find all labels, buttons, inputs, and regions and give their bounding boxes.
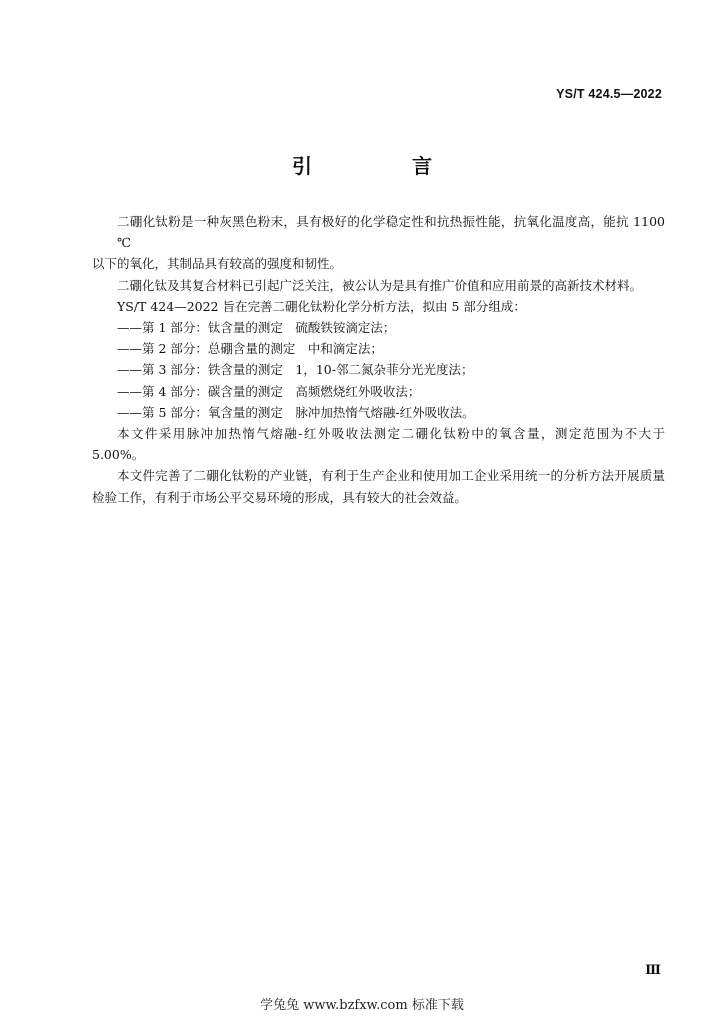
paragraph-3: YS/T 424—2022 旨在完善二硼化钛粉化学分析方法，拟由 5 部分组成： [117,298,526,314]
standard-code: YS/T 424.5—2022 [556,87,662,101]
footer-watermark-text: 学兔兔 www.bzfxw.com 标准下载 [260,998,464,1013]
paragraph-5-line-1: 本文件完善了二硼化钛粉的产业链，有利于生产企业和使用加工企业采用统一的分析方法开展质量 [117,468,665,484]
paragraph-4-line-2: 5.00%。 [92,447,145,463]
part-list-item-3: ——第 3 部分：铁含量的测定 1，10-邻二氮杂菲分光光度法； [117,362,474,378]
paragraph-1-line-2: 以下的氧化，其制品具有较高的强度和韧性。 [92,256,343,272]
page-number: Ⅲ [645,963,660,978]
part-list-item-5: ——第 5 部分：氧含量的测定 脉冲加热惰气熔融-红外吸收法。 [117,404,475,420]
paragraph-2: 二硼化钛及其复合材料已引起广泛关注，被公认为是具有推广价值和应用前景的高新技术材料。 [117,277,643,293]
page-title: 引 言 [292,154,472,178]
paragraph-1-line-1: 二硼化钛粉是一种灰黑色粉末，具有极好的化学稳定性和抗热振性能，抗氧化温度高，能抗 1100 ℃ [117,214,665,251]
paragraph-4-line-1: 本文件采用脉冲加热惰气熔融-红外吸收法测定二硼化钛粉中的氧含量，测定范围为不大于 [117,426,665,442]
part-list-item-4: ——第 4 部分：碳含量的测定 高频燃烧红外吸收法； [117,383,421,399]
part-list-item-2: ——第 2 部分：总硼含量的测定 中和滴定法； [117,341,383,357]
part-list-item-1: ——第 1 部分：钛含量的测定 硫酸铁铵滴定法； [117,320,396,336]
introduction-body [92,211,665,508]
paragraph-5-line-2: 检验工作，有利于市场公平交易环境的形成，具有较大的社会效益。 [92,489,468,505]
